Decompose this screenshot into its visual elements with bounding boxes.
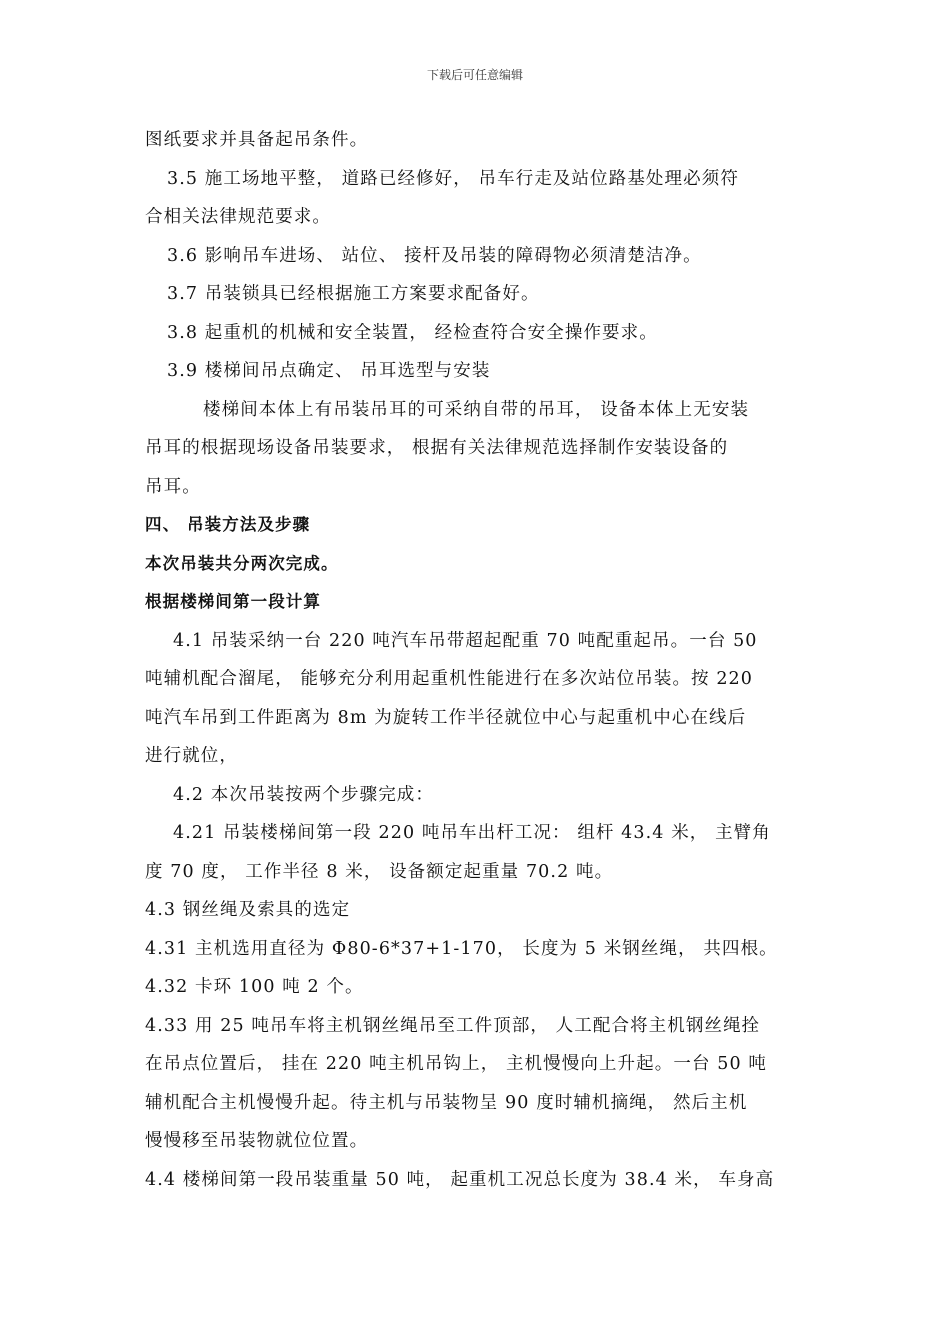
- page-header: 下载后可任意编辑: [426, 68, 523, 82]
- paragraph-line: 3.7 吊装锁具已经根据施工方案要求配备好。: [167, 284, 540, 304]
- bold-statement: 本次吊装共分两次完成。: [145, 553, 339, 573]
- paragraph-line: 图纸要求并具备起吊条件。: [145, 130, 369, 150]
- paragraph-line: 4.1 吊装采纳一台 220 吨汽车吊带超起配重 70 吨配重起吊。一台 50: [173, 630, 758, 651]
- paragraph-line: 3.5 施工场地平整， 道路已经修好， 吊车行走及站位路基处理必须符: [167, 168, 739, 189]
- paragraph-line: 吨辅机配合溜尾， 能够充分利用起重机性能进行在多次站位吊装。按 220: [145, 669, 754, 689]
- paragraph-line: 4.32 卡环 100 吨 2 个。: [145, 977, 364, 997]
- paragraph-line: 4.4 楼梯间第一段吊装重量 50 吨， 起重机工况总长度为 38.4 米， 车身高: [145, 1169, 775, 1190]
- paragraph-line: 4.2 本次吊装按两个步骤完成：: [173, 784, 434, 805]
- paragraph-line: 吨汽车吊到工件距离为 8m 为旋转工作半径就位中心与起重机中心在线后: [145, 707, 747, 728]
- document-body: [145, 121, 817, 1199]
- paragraph-line: 3.6 影响吊车进场、 站位、 接杆及吊装的障碍物必须清楚洁净。: [167, 245, 702, 266]
- paragraph-line: 4.21 吊装楼梯间第一段 220 吨吊车出杆工况： 组杆 43.4 米， 主臂角: [173, 823, 771, 843]
- paragraph-line: 4.3 钢丝绳及索具的选定: [145, 900, 351, 920]
- paragraph-line: 进行就位，: [145, 746, 238, 766]
- paragraph-line: 3.8 起重机的机械和安全装置， 经检查符合安全操作要求。: [167, 322, 658, 343]
- paragraph-line: 度 70 度， 工作半径 8 米， 设备额定起重量 70.2 吨。: [145, 861, 614, 882]
- paragraph-line: 吊耳的根据现场设备吊装要求， 根据有关法律规范选择制作安装设备的: [145, 438, 729, 458]
- paragraph-line: 吊耳。: [145, 476, 201, 497]
- paragraph-line: 3.9 楼梯间吊点确定、 吊耳选型与安装: [167, 361, 491, 381]
- paragraph-line: 慢慢移至吊装物就位位置。: [145, 1131, 369, 1151]
- paragraph-line: 合相关法律规范要求。: [145, 207, 331, 227]
- section-heading: 四、 吊装方法及步骤: [145, 515, 311, 534]
- paragraph-line: 辅机配合主机慢慢升起。待主机与吊装物呈 90 度时辅机摘绳， 然后主机: [145, 1092, 748, 1113]
- subsection-heading: 根据楼梯间第一段计算: [145, 592, 321, 611]
- paragraph-line: 4.31 主机选用直径为 Φ80-6*37+1-170， 长度为 5 米钢丝绳， 共四根。: [145, 938, 778, 959]
- paragraph-line: 在吊点位置后， 挂在 220 吨主机吊钩上， 主机慢慢向上升起。一台 50 吨: [145, 1054, 767, 1074]
- paragraph-line: 4.33 用 25 吨吊车将主机钢丝绳吊至工件顶部， 人工配合将主机钢丝绳拴: [145, 1015, 761, 1036]
- paragraph-line: 楼梯间本体上有吊装吊耳的可采纳自带的吊耳， 设备本体上无安装: [203, 399, 750, 420]
